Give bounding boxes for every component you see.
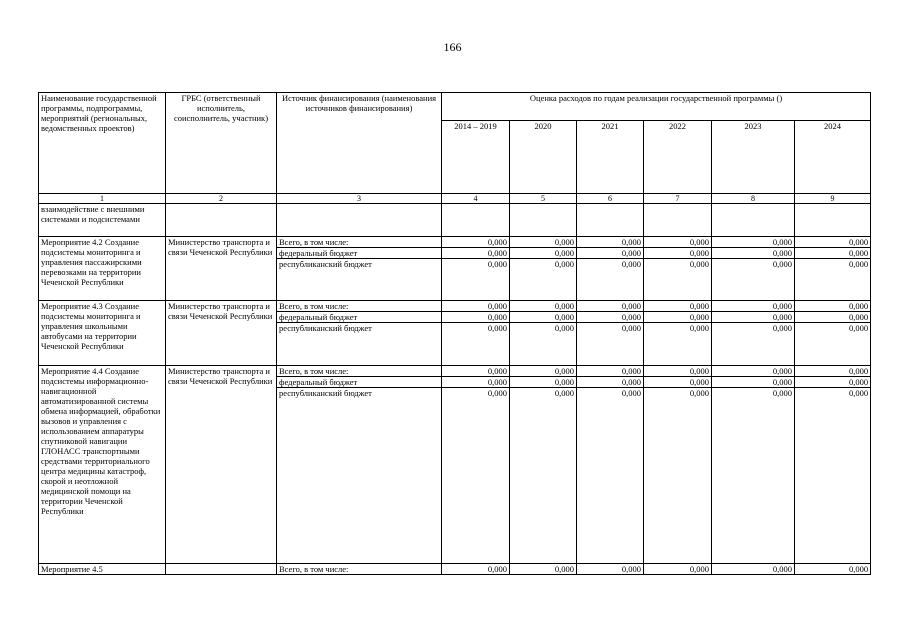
header-expenses-group: Оценка расходов по годам реализации государственной программы () [442,93,871,121]
amount-cell: 0,000 [644,312,712,323]
amount-cell: 0,000 [712,312,795,323]
column-number: 2 [166,194,277,204]
amount-cell: 0,000 [712,388,795,564]
amount-cell: 0,000 [644,301,712,312]
header-year: 2022 [644,121,712,194]
amount-cell: 0,000 [442,323,510,366]
amount-cell: 0,000 [510,323,577,366]
amount-cell: 0,000 [795,388,871,564]
amount-cell: 0,000 [510,312,577,323]
amount-cell: 0,000 [712,301,795,312]
table-row [39,366,871,377]
amount-cell: 0,000 [510,388,577,564]
amount-cell: 0,000 [577,377,644,388]
amount-cell: 0,000 [712,377,795,388]
page-number: 166 [443,40,462,54]
amount-cell: 0,000 [712,237,795,248]
amount-cell: 0,000 [442,564,510,575]
amount-cell: 0,000 [577,248,644,259]
activity-grbs: Министерство транспорта и связи Чеченской Республики [166,301,277,366]
continuation-text: взаимодействие с внешними системами и подсистемами [39,204,166,237]
amount-cell: 0,000 [442,312,510,323]
amount-cell: 0,000 [577,312,644,323]
amount-cell: 0,000 [442,237,510,248]
header-name-column: Наименование государственной программы, подпрограммы, мероприятий (региональных, ведомственных проектов) [39,93,166,194]
amount-cell: 0,000 [644,366,712,377]
amount-cell: 0,000 [712,259,795,301]
amount-cell: 0,000 [510,259,577,301]
amount-cell: 0,000 [577,237,644,248]
column-number: 1 [39,194,166,204]
activity-name: Мероприятие 4.5 [39,564,166,575]
amount-cell: 0,000 [510,301,577,312]
amount-cell: 0,000 [577,388,644,564]
amount-cell: 0,000 [795,259,871,301]
source-federal: федеральный бюджет [277,312,442,323]
source-federal: федеральный бюджет [277,377,442,388]
source-republic: республиканский бюджет [277,388,442,564]
amount-cell: 0,000 [577,301,644,312]
amount-cell: 0,000 [577,323,644,366]
amount-cell: 0,000 [577,564,644,575]
table-row [39,237,871,248]
table-row [39,204,871,237]
amount-cell: 0,000 [442,366,510,377]
amount-cell: 0,000 [442,259,510,301]
source-republic: республиканский бюджет [277,323,442,366]
amount-cell: 0,000 [510,248,577,259]
amount-cell: 0,000 [712,248,795,259]
amount-cell: 0,000 [644,564,712,575]
amount-cell: 0,000 [795,248,871,259]
header-source-column: Источник финансирования (наименования источников финансирования) [277,93,442,194]
column-number: 6 [577,194,644,204]
header-year: 2020 [510,121,577,194]
amount-cell: 0,000 [795,237,871,248]
header-year: 2023 [712,121,795,194]
column-number: 7 [644,194,712,204]
header-grbs-column: ГРБС (ответственный исполнитель, соисполнитель, участник) [166,93,277,194]
amount-cell: 0,000 [795,323,871,366]
table-row [39,301,871,312]
amount-cell: 0,000 [795,377,871,388]
activity-grbs [166,564,277,575]
column-number-row [39,194,871,204]
activity-grbs: Министерство транспорта и связи Чеченской Республики [166,237,277,301]
activity-name: Мероприятие 4.2 Создание подсистемы мониторинга и управления пассажирскими перевозками на территории Чеченской Республики [39,237,166,301]
amount-cell: 0,000 [712,323,795,366]
source-total: Всего, в том числе: [277,237,442,248]
source-republic: республиканский бюджет [277,259,442,301]
amount-cell: 0,000 [442,388,510,564]
source-federal: федеральный бюджет [277,248,442,259]
activity-name: Мероприятие 4.4 Создание подсистемы информационно-навигационной автоматизированной системы обмена информацией, обработки вызовов и управления с использованием аппаратуры спутниковой навигации ГЛОНАСС транспортными средствами территориального центра медицины катастроф, скорой и неотложной медицинской помощи на территории Чеченской Республики [39,366,166,564]
amount-cell: 0,000 [510,366,577,377]
amount-cell: 0,000 [795,564,871,575]
activity-grbs: Министерство транспорта и связи Чеченской Республики [166,366,277,564]
amount-cell: 0,000 [510,237,577,248]
amount-cell: 0,000 [442,248,510,259]
amount-cell: 0,000 [795,366,871,377]
column-number: 5 [510,194,577,204]
column-number: 3 [277,194,442,204]
amount-cell: 0,000 [510,564,577,575]
column-number: 9 [795,194,871,204]
amount-cell: 0,000 [644,323,712,366]
activity-name: Мероприятие 4.3 Создание подсистемы мониторинга и управления школьными автобусами на территории Чеченской Республики [39,301,166,366]
amount-cell: 0,000 [644,259,712,301]
header-year: 2014 – 2019 [442,121,510,194]
amount-cell: 0,000 [644,377,712,388]
amount-cell: 0,000 [644,237,712,248]
header-year: 2021 [577,121,644,194]
header-year: 2024 [795,121,871,194]
column-number: 4 [442,194,510,204]
amount-cell: 0,000 [577,366,644,377]
amount-cell: 0,000 [577,259,644,301]
amount-cell: 0,000 [442,301,510,312]
budget-table [38,92,871,575]
amount-cell: 0,000 [712,366,795,377]
column-number: 8 [712,194,795,204]
amount-cell: 0,000 [795,301,871,312]
source-total: Всего, в том числе: [277,301,442,312]
amount-cell: 0,000 [644,388,712,564]
amount-cell: 0,000 [644,248,712,259]
amount-cell: 0,000 [795,312,871,323]
amount-cell: 0,000 [442,377,510,388]
table-row [39,564,871,575]
amount-cell: 0,000 [510,377,577,388]
source-total: Всего, в том числе: [277,366,442,377]
amount-cell: 0,000 [712,564,795,575]
source-total: Всего, в том числе: [277,564,442,575]
